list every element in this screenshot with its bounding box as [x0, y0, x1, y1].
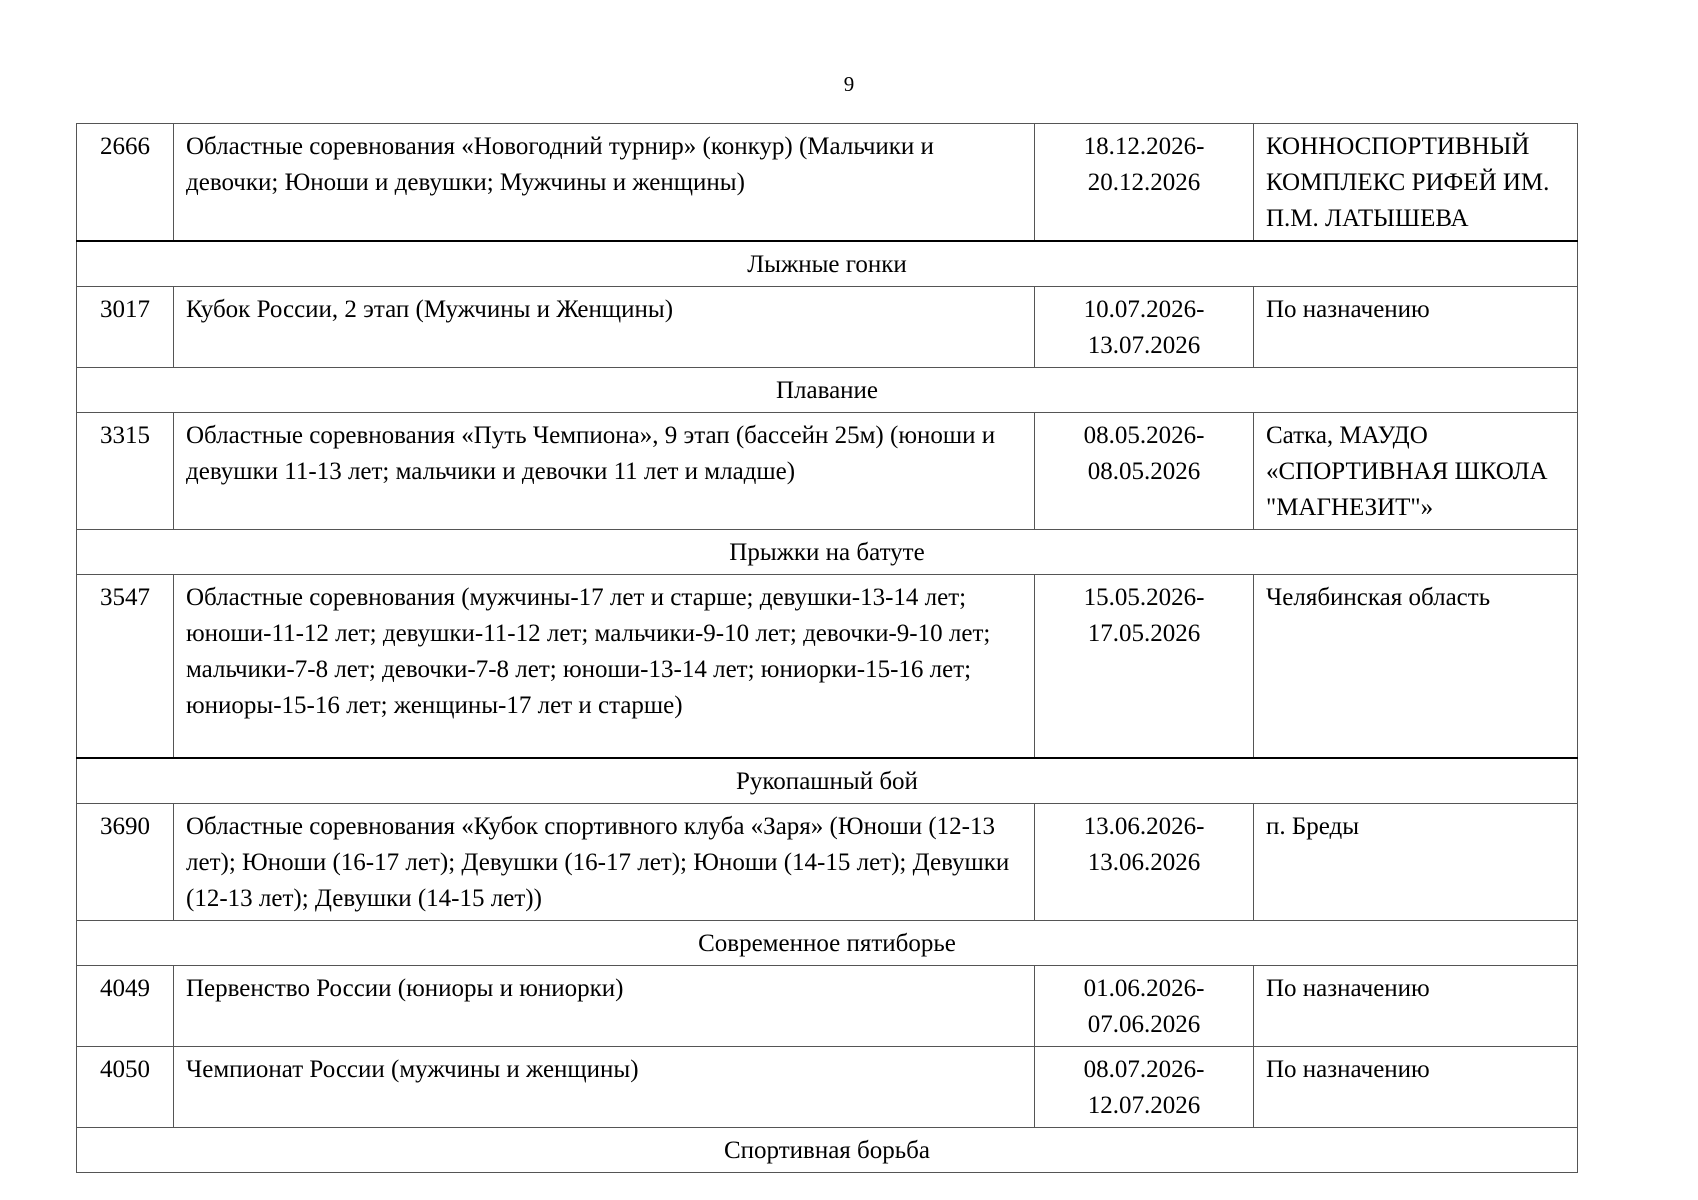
date-end: 07.06.2026 — [1087, 1010, 1201, 1038]
event-row — [77, 124, 1578, 242]
event-row — [77, 803, 1578, 920]
event-id: 3017 — [77, 287, 174, 368]
event-id: 4049 — [77, 965, 174, 1046]
event-row — [77, 1046, 1578, 1127]
event-row — [77, 965, 1578, 1046]
date-start: 15.05.2026- — [1083, 584, 1205, 611]
section-title: Современное пятиборье — [77, 920, 1578, 965]
event-place: п. Бреды — [1254, 803, 1578, 920]
section-row — [77, 241, 1578, 287]
event-place: По назначению — [1254, 1046, 1578, 1127]
section-title: Плавание — [77, 368, 1578, 413]
event-name: Областные соревнования «Новогодний турнир» (конкур) (Мальчики и девочки; Юноши и девушки; Мужчины и женщины) — [174, 124, 1035, 242]
event-name: Областные соревнования (мужчины-17 лет и старше; девушки-13-14 лет; юноши-11-12 лет; девушки-11-12 лет; мальчики-9-10 лет; девочки-9-10 лет; мальчики-7-8 лет; девочки-7-8 лет; юноши-13-14 лет; юниорки-15-16 лет; юниоры-15-16 лет; женщины-17 лет и старше) — [174, 575, 1035, 758]
date-start: 10.07.2026- — [1083, 296, 1205, 323]
section-row — [77, 530, 1578, 575]
event-place: Сатка, МАУДО «СПОРТИВНАЯ ШКОЛА "МАГНЕЗИТ"» — [1254, 413, 1578, 530]
section-title: Спортивная борьба — [77, 1127, 1578, 1172]
section-title: Рукопашный бой — [77, 758, 1578, 804]
date-end: 13.06.2026 — [1087, 848, 1201, 876]
event-row — [77, 575, 1578, 758]
event-place: КОННОСПОРТИВНЫЙ КОМПЛЕКС РИФЕЙ ИМ. П.М. ЛАТЫШЕВА — [1254, 124, 1578, 242]
event-name: Областные соревнования «Путь Чемпиона», 9 этап (бассейн 25м) (юноши и девушки 11-13 лет; мальчики и девочки 11 лет и младше) — [174, 413, 1035, 530]
event-id: 3690 — [77, 803, 174, 920]
event-place: По назначению — [1254, 965, 1578, 1046]
section-row — [77, 758, 1578, 804]
section-title: Прыжки на батуте — [77, 530, 1578, 575]
event-dates — [1035, 124, 1254, 242]
event-name: Кубок России, 2 этап (Мужчины и Женщины) — [174, 287, 1035, 368]
event-place: По назначению — [1254, 287, 1578, 368]
event-name: Первенство России (юниоры и юниорки) — [174, 965, 1035, 1046]
date-start: 08.07.2026- — [1083, 1055, 1205, 1083]
event-dates — [1035, 803, 1254, 920]
section-row — [77, 368, 1578, 413]
event-row — [77, 413, 1578, 530]
date-start: 18.12.2026- — [1083, 133, 1205, 160]
event-name: Областные соревнования «Кубок спортивного клуба «Заря» (Юноши (12-13 лет); Юноши (16-17 лет); Девушки (16-17 лет); Юноши (14-15 лет); Девушки (12-13 лет); Девушки (14-15 лет)) — [174, 803, 1035, 920]
event-id: 3547 — [77, 575, 174, 758]
event-place: Челябинская область — [1254, 575, 1578, 758]
event-row — [77, 287, 1578, 368]
section-title: Лыжные гонки — [77, 241, 1578, 287]
date-end: 13.07.2026 — [1087, 332, 1201, 359]
event-name: Чемпионат России (мужчины и женщины) — [174, 1046, 1035, 1127]
event-id: 2666 — [77, 124, 174, 242]
event-id: 3315 — [77, 413, 174, 530]
date-start: 01.06.2026- — [1083, 974, 1205, 1002]
date-end: 17.05.2026 — [1087, 620, 1201, 647]
page-number: 9 — [843, 72, 855, 96]
section-row — [77, 1127, 1578, 1172]
event-id: 4050 — [77, 1046, 174, 1127]
event-dates — [1035, 1046, 1254, 1127]
events-table — [76, 123, 1578, 1173]
date-start: 13.06.2026- — [1083, 812, 1205, 840]
event-dates — [1035, 965, 1254, 1046]
event-dates — [1035, 287, 1254, 368]
date-end: 12.07.2026 — [1087, 1091, 1201, 1119]
section-row — [77, 920, 1578, 965]
date-start: 08.05.2026- — [1083, 422, 1205, 449]
date-end: 20.12.2026 — [1087, 169, 1201, 196]
event-dates — [1035, 575, 1254, 758]
date-end: 08.05.2026 — [1087, 458, 1201, 485]
event-dates — [1035, 413, 1254, 530]
